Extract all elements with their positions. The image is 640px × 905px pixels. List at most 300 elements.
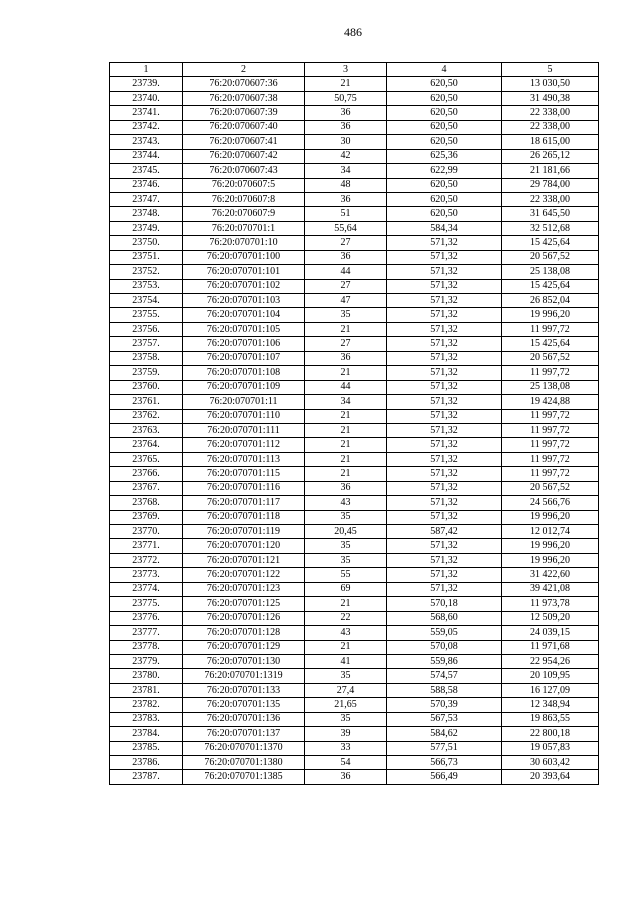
total-value-cell: 22 338,00 [502,120,599,134]
table-row [110,409,599,423]
cadastral-number-cell: 76:20:070701:112 [183,438,305,452]
table-row [110,380,599,394]
row-number-cell: 23763. [110,423,183,437]
area-cell: 27 [305,337,387,351]
row-number-cell: 23777. [110,626,183,640]
area-cell: 36 [305,192,387,206]
row-number-cell: 23759. [110,366,183,380]
total-value-cell: 11 973,78 [502,597,599,611]
unit-value-cell: 571,32 [387,236,502,250]
area-cell: 44 [305,380,387,394]
row-number-cell: 23781. [110,683,183,697]
row-number-cell: 23742. [110,120,183,134]
unit-value-cell: 571,32 [387,395,502,409]
cadastral-number-cell: 76:20:070701:126 [183,611,305,625]
cadastral-number-cell: 76:20:070701:123 [183,582,305,596]
cadastral-number-cell: 76:20:070607:43 [183,164,305,178]
table-row [110,481,599,495]
table-row [110,149,599,163]
cadastral-number-cell: 76:20:070701:106 [183,337,305,351]
row-number-cell: 23786. [110,756,183,770]
unit-value-cell: 571,32 [387,481,502,495]
total-value-cell: 25 138,08 [502,380,599,394]
row-number-cell: 23776. [110,611,183,625]
area-cell: 50,75 [305,91,387,105]
row-number-cell: 23748. [110,207,183,221]
total-value-cell: 15 425,64 [502,236,599,250]
total-value-cell: 26 852,04 [502,294,599,308]
cadastral-number-cell: 76:20:070701:133 [183,683,305,697]
cadastral-number-cell: 76:20:070701:103 [183,294,305,308]
area-cell: 21 [305,366,387,380]
unit-value-cell: 571,32 [387,438,502,452]
cadastral-number-cell: 76:20:070701:121 [183,553,305,567]
table-row [110,192,599,206]
cadastral-number-cell: 76:20:070701:135 [183,698,305,712]
cadastral-number-cell: 76:20:070701:110 [183,409,305,423]
cadastral-number-cell: 76:20:070701:125 [183,597,305,611]
unit-value-cell: 571,32 [387,510,502,524]
area-cell: 69 [305,582,387,596]
total-value-cell: 11 997,72 [502,438,599,452]
total-value-cell: 20 109,95 [502,669,599,683]
row-number-cell: 23757. [110,337,183,351]
row-number-cell: 23769. [110,510,183,524]
unit-value-cell: 559,05 [387,626,502,640]
area-cell: 43 [305,626,387,640]
unit-value-cell: 571,32 [387,409,502,423]
row-number-cell: 23784. [110,727,183,741]
column-header: 4 [387,63,502,77]
row-number-cell: 23780. [110,669,183,683]
area-cell: 54 [305,756,387,770]
unit-value-cell: 571,32 [387,322,502,336]
row-number-cell: 23785. [110,741,183,755]
total-value-cell: 20 393,64 [502,770,599,784]
row-number-cell: 23745. [110,164,183,178]
table-row [110,568,599,582]
area-cell: 47 [305,294,387,308]
table-row [110,395,599,409]
table-row [110,741,599,755]
unit-value-cell: 570,39 [387,698,502,712]
area-cell: 55,64 [305,221,387,235]
table-row [110,553,599,567]
unit-value-cell: 571,32 [387,308,502,322]
cadastral-number-cell: 76:20:070701:104 [183,308,305,322]
row-number-cell: 23739. [110,77,183,91]
row-number-cell: 23747. [110,192,183,206]
row-number-cell: 23773. [110,568,183,582]
table-row [110,683,599,697]
row-number-cell: 23770. [110,525,183,539]
total-value-cell: 19 424,88 [502,395,599,409]
area-cell: 43 [305,496,387,510]
table-row [110,265,599,279]
table-row [110,438,599,452]
table-row [110,626,599,640]
total-value-cell: 11 997,72 [502,366,599,380]
area-cell: 36 [305,481,387,495]
row-number-cell: 23754. [110,294,183,308]
table-row [110,135,599,149]
table-row [110,221,599,235]
table-row [110,120,599,134]
row-number-cell: 23787. [110,770,183,784]
cadastral-number-cell: 76:20:070701:1319 [183,669,305,683]
cadastral-number-cell: 76:20:070701:101 [183,265,305,279]
unit-value-cell: 620,50 [387,120,502,134]
total-value-cell: 20 567,52 [502,481,599,495]
unit-value-cell: 584,62 [387,727,502,741]
unit-value-cell: 571,32 [387,294,502,308]
table-row [110,337,599,351]
table-row [110,77,599,91]
unit-value-cell: 568,60 [387,611,502,625]
area-cell: 21 [305,438,387,452]
table-row [110,640,599,654]
area-cell: 36 [305,351,387,365]
area-cell: 35 [305,712,387,726]
row-number-cell: 23779. [110,654,183,668]
total-value-cell: 19 996,20 [502,308,599,322]
area-cell: 35 [305,553,387,567]
area-cell: 30 [305,135,387,149]
cadastral-number-cell: 76:20:070701:105 [183,322,305,336]
cadastral-number-cell: 76:20:070701:10 [183,236,305,250]
cadastral-number-cell: 76:20:070607:38 [183,91,305,105]
cadastral-number-cell: 76:20:070701:100 [183,250,305,264]
total-value-cell: 16 127,09 [502,683,599,697]
area-cell: 21 [305,640,387,654]
cadastral-number-cell: 76:20:070607:5 [183,178,305,192]
unit-value-cell: 570,18 [387,597,502,611]
cadastral-value-table [109,62,599,785]
table-row [110,351,599,365]
total-value-cell: 24 039,15 [502,626,599,640]
area-cell: 21 [305,77,387,91]
table-row [110,496,599,510]
cadastral-number-cell: 76:20:070701:1370 [183,741,305,755]
area-cell: 21 [305,409,387,423]
unit-value-cell: 620,50 [387,77,502,91]
row-number-cell: 23755. [110,308,183,322]
total-value-cell: 20 567,52 [502,351,599,365]
cadastral-number-cell: 76:20:070701:1385 [183,770,305,784]
table-row [110,106,599,120]
unit-value-cell: 577,51 [387,741,502,755]
unit-value-cell: 584,34 [387,221,502,235]
total-value-cell: 12 509,20 [502,611,599,625]
total-value-cell: 26 265,12 [502,149,599,163]
total-value-cell: 20 567,52 [502,250,599,264]
column-header: 3 [305,63,387,77]
total-value-cell: 30 603,42 [502,756,599,770]
cadastral-number-cell: 76:20:070701:130 [183,654,305,668]
total-value-cell: 31 645,50 [502,207,599,221]
row-number-cell: 23744. [110,149,183,163]
area-cell: 35 [305,308,387,322]
area-cell: 35 [305,669,387,683]
table-row [110,597,599,611]
row-number-cell: 23751. [110,250,183,264]
area-cell: 36 [305,106,387,120]
cadastral-number-cell: 76:20:070607:9 [183,207,305,221]
table-row [110,294,599,308]
total-value-cell: 32 512,68 [502,221,599,235]
unit-value-cell: 574,57 [387,669,502,683]
cadastral-number-cell: 76:20:070701:119 [183,525,305,539]
table-body [110,77,599,784]
total-value-cell: 15 425,64 [502,337,599,351]
cadastral-number-cell: 76:20:070701:122 [183,568,305,582]
unit-value-cell: 570,08 [387,640,502,654]
total-value-cell: 11 997,72 [502,322,599,336]
table-row [110,423,599,437]
total-value-cell: 31 422,60 [502,568,599,582]
table-row [110,279,599,293]
unit-value-cell: 566,73 [387,756,502,770]
area-cell: 35 [305,510,387,524]
total-value-cell: 22 800,18 [502,727,599,741]
row-number-cell: 23772. [110,553,183,567]
unit-value-cell: 588,58 [387,683,502,697]
table-row [110,164,599,178]
area-cell: 27,4 [305,683,387,697]
cadastral-number-cell: 76:20:070701:113 [183,452,305,466]
column-header: 1 [110,63,183,77]
cadastral-number-cell: 76:20:070701:136 [183,712,305,726]
cadastral-number-cell: 76:20:070607:40 [183,120,305,134]
row-number-cell: 23783. [110,712,183,726]
column-header: 2 [183,63,305,77]
cadastral-number-cell: 76:20:070701:1380 [183,756,305,770]
row-number-cell: 23767. [110,481,183,495]
unit-value-cell: 620,50 [387,106,502,120]
table-row [110,452,599,466]
table-row [110,178,599,192]
cadastral-number-cell: 76:20:070701:108 [183,366,305,380]
row-number-cell: 23762. [110,409,183,423]
total-value-cell: 19 057,83 [502,741,599,755]
unit-value-cell: 571,32 [387,452,502,466]
cadastral-number-cell: 76:20:070701:120 [183,539,305,553]
area-cell: 35 [305,539,387,553]
area-cell: 34 [305,164,387,178]
unit-value-cell: 620,50 [387,91,502,105]
unit-value-cell: 571,32 [387,539,502,553]
table-row [110,611,599,625]
unit-value-cell: 566,49 [387,770,502,784]
table-row [110,698,599,712]
total-value-cell: 11 971,68 [502,640,599,654]
row-number-cell: 23768. [110,496,183,510]
unit-value-cell: 571,32 [387,351,502,365]
row-number-cell: 23753. [110,279,183,293]
total-value-cell: 15 425,64 [502,279,599,293]
total-value-cell: 29 784,00 [502,178,599,192]
area-cell: 55 [305,568,387,582]
cadastral-number-cell: 76:20:070701:129 [183,640,305,654]
unit-value-cell: 620,50 [387,207,502,221]
total-value-cell: 11 997,72 [502,452,599,466]
area-cell: 34 [305,395,387,409]
unit-value-cell: 571,32 [387,380,502,394]
row-number-cell: 23774. [110,582,183,596]
cadastral-number-cell: 76:20:070701:128 [183,626,305,640]
cadastral-number-cell: 76:20:070701:107 [183,351,305,365]
row-number-cell: 23743. [110,135,183,149]
total-value-cell: 22 338,00 [502,192,599,206]
area-cell: 21 [305,467,387,481]
table-row [110,770,599,784]
table-row [110,91,599,105]
row-number-cell: 23760. [110,380,183,394]
total-value-cell: 22 954,26 [502,654,599,668]
unit-value-cell: 567,53 [387,712,502,726]
cadastral-number-cell: 76:20:070701:118 [183,510,305,524]
table-header-row [110,63,599,77]
area-cell: 33 [305,741,387,755]
area-cell: 36 [305,250,387,264]
total-value-cell: 31 490,38 [502,91,599,105]
cadastral-number-cell: 76:20:070701:117 [183,496,305,510]
area-cell: 48 [305,178,387,192]
total-value-cell: 18 615,00 [502,135,599,149]
area-cell: 39 [305,727,387,741]
row-number-cell: 23775. [110,597,183,611]
area-cell: 51 [305,207,387,221]
unit-value-cell: 587,42 [387,525,502,539]
unit-value-cell: 571,32 [387,265,502,279]
row-number-cell: 23758. [110,351,183,365]
total-value-cell: 11 997,72 [502,409,599,423]
cadastral-number-cell: 76:20:070701:109 [183,380,305,394]
table-row [110,467,599,481]
area-cell: 21,65 [305,698,387,712]
total-value-cell: 19 996,20 [502,510,599,524]
row-number-cell: 23756. [110,322,183,336]
table-row [110,510,599,524]
row-number-cell: 23778. [110,640,183,654]
area-cell: 41 [305,654,387,668]
cadastral-number-cell: 76:20:070701:111 [183,423,305,437]
unit-value-cell: 620,50 [387,135,502,149]
row-number-cell: 23746. [110,178,183,192]
area-cell: 21 [305,597,387,611]
unit-value-cell: 571,32 [387,279,502,293]
row-number-cell: 23782. [110,698,183,712]
total-value-cell: 19 996,20 [502,539,599,553]
total-value-cell: 11 997,72 [502,467,599,481]
unit-value-cell: 571,32 [387,423,502,437]
row-number-cell: 23766. [110,467,183,481]
table-row [110,236,599,250]
unit-value-cell: 571,32 [387,250,502,264]
area-cell: 36 [305,770,387,784]
table-row [110,366,599,380]
cadastral-number-cell: 76:20:070607:36 [183,77,305,91]
row-number-cell: 23750. [110,236,183,250]
unit-value-cell: 571,32 [387,553,502,567]
page-number: 486 [344,25,362,39]
row-number-cell: 23749. [110,221,183,235]
table-row [110,525,599,539]
total-value-cell: 19 996,20 [502,553,599,567]
unit-value-cell: 625,36 [387,149,502,163]
cadastral-number-cell: 76:20:070701:115 [183,467,305,481]
column-header: 5 [502,63,599,77]
row-number-cell: 23771. [110,539,183,553]
table-row [110,539,599,553]
unit-value-cell: 620,50 [387,192,502,206]
unit-value-cell: 559,86 [387,654,502,668]
table-row [110,582,599,596]
cadastral-number-cell: 76:20:070701:1 [183,221,305,235]
total-value-cell: 13 030,50 [502,77,599,91]
unit-value-cell: 571,32 [387,496,502,510]
cadastral-number-cell: 76:20:070701:116 [183,481,305,495]
unit-value-cell: 571,32 [387,467,502,481]
cadastral-number-cell: 76:20:070607:39 [183,106,305,120]
area-cell: 44 [305,265,387,279]
area-cell: 27 [305,279,387,293]
area-cell: 36 [305,120,387,134]
area-cell: 21 [305,322,387,336]
table-row [110,250,599,264]
area-cell: 42 [305,149,387,163]
total-value-cell: 19 863,55 [502,712,599,726]
row-number-cell: 23765. [110,452,183,466]
total-value-cell: 24 566,76 [502,496,599,510]
row-number-cell: 23752. [110,265,183,279]
total-value-cell: 39 421,08 [502,582,599,596]
row-number-cell: 23764. [110,438,183,452]
unit-value-cell: 622,99 [387,164,502,178]
unit-value-cell: 571,32 [387,366,502,380]
unit-value-cell: 571,32 [387,582,502,596]
unit-value-cell: 571,32 [387,568,502,582]
unit-value-cell: 571,32 [387,337,502,351]
area-cell: 21 [305,452,387,466]
cadastral-number-cell: 76:20:070701:102 [183,279,305,293]
cadastral-number-cell: 76:20:070701:11 [183,395,305,409]
unit-value-cell: 620,50 [387,178,502,192]
table-row [110,727,599,741]
area-cell: 27 [305,236,387,250]
row-number-cell: 23741. [110,106,183,120]
table-row [110,207,599,221]
row-number-cell: 23761. [110,395,183,409]
total-value-cell: 11 997,72 [502,423,599,437]
area-cell: 20,45 [305,525,387,539]
cadastral-number-cell: 76:20:070701:137 [183,727,305,741]
area-cell: 22 [305,611,387,625]
cadastral-number-cell: 76:20:070607:42 [183,149,305,163]
table-row [110,654,599,668]
total-value-cell: 12 348,94 [502,698,599,712]
total-value-cell: 21 181,66 [502,164,599,178]
total-value-cell: 22 338,00 [502,106,599,120]
row-number-cell: 23740. [110,91,183,105]
table-row [110,756,599,770]
table-row [110,669,599,683]
table-row [110,308,599,322]
total-value-cell: 25 138,08 [502,265,599,279]
cadastral-number-cell: 76:20:070607:8 [183,192,305,206]
total-value-cell: 12 012,74 [502,525,599,539]
table-row [110,322,599,336]
